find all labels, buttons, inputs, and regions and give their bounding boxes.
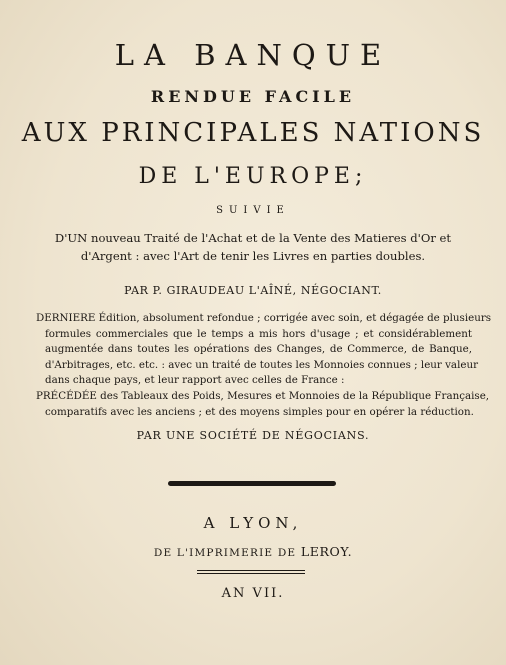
- description-line: dans chaque pays, et leur rapport avec celles de France :: [45, 374, 345, 387]
- subtitle-text: [28, 229, 478, 265]
- printer-prefix: DE L'IMPRIMERIE DE: [153, 547, 297, 559]
- description-line: PRÉCÉDÉE des Tableaux des Poids, Mesures et Monnoies de la République Française,: [36, 389, 490, 402]
- society-line: PAR UNE SOCIÉTÉ DE NÉGOCIANS.: [136, 429, 370, 442]
- imprint-year: AN VII.: [221, 586, 285, 601]
- description-line: d'Arbitrages, etc. etc. : avec un traité de toutes les Monnoies connues ; leur valeur: [45, 358, 479, 371]
- subtitle-line-1: D'UN nouveau Traité de l'Achat et de la Vente des Matieres d'Or et: [54, 231, 452, 245]
- imprint-printer: [0, 544, 506, 559]
- edition-description: [36, 311, 492, 420]
- double-rule-top: [197, 570, 305, 571]
- description-line: comparatifs avec les anciens ; et des moyens simples pour en opérer la réduction.: [45, 405, 474, 418]
- imprint-city: A LYON,: [203, 514, 303, 532]
- title-line-3: AUX PRINCIPALES NATIONS: [21, 118, 485, 148]
- description-line: formules commerciales que le temps a mis hors d'usage ; et considérablement: [45, 327, 472, 340]
- description-line: augmentée dans toutes les opérations des Changes, de Commerce, de Banque,: [45, 343, 472, 356]
- author-line: PAR P. GIRAUDEAU L'AÎNÉ, NÉGOCIANT.: [124, 284, 382, 297]
- title-line-1: LA BANQUE: [114, 38, 392, 72]
- subtitle-suivie: SUIVIE: [216, 205, 290, 216]
- ornamental-rule: [168, 481, 336, 486]
- double-rule-bottom: [197, 573, 305, 574]
- subtitle-line-2: d'Argent : avec l'Art de tenir les Livres en parties doubles.: [80, 249, 426, 263]
- title-line-2: RENDUE FACILE: [150, 87, 356, 106]
- title-line-4: DE L'EUROPE;: [138, 164, 368, 189]
- description-line: DERNIERE Édition, absolument refondue ; corrigée avec soin, et dégagée de plusieurs: [36, 312, 492, 324]
- printer-name: LEROY.: [300, 544, 353, 559]
